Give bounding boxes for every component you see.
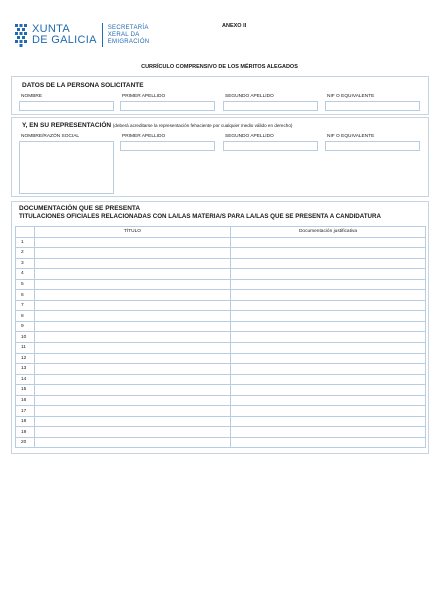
title-cell[interactable] <box>35 332 231 343</box>
representative-section-title <box>22 122 292 129</box>
title-cell[interactable] <box>35 237 231 248</box>
title-cell[interactable] <box>35 416 231 427</box>
row-number: 8 <box>16 311 35 322</box>
rep-second-surname-label: SEGUNDO APELLIDO <box>225 134 274 139</box>
table-row <box>16 385 426 396</box>
nif-field[interactable] <box>325 101 420 111</box>
titles-table <box>15 226 426 448</box>
number-column-header <box>16 227 35 238</box>
table-row <box>16 269 426 280</box>
table-row <box>16 416 426 427</box>
applicant-section-title: DATOS DE LA PERSONA SOLICITANTE <box>22 82 144 89</box>
table-row <box>16 332 426 343</box>
documentation-section <box>11 201 429 454</box>
table-row <box>16 321 426 332</box>
first-surname-label: PRIMER APELLIDO <box>122 94 166 99</box>
title-cell[interactable] <box>35 353 231 364</box>
row-number: 1 <box>16 237 35 248</box>
row-number: 16 <box>16 395 35 406</box>
row-number: 15 <box>16 385 35 396</box>
title-cell[interactable] <box>35 300 231 311</box>
table-row <box>16 374 426 385</box>
table-row <box>16 258 426 269</box>
table-header-row <box>16 227 426 238</box>
logo-line-1: XUNTA <box>32 23 70 35</box>
table-row <box>16 437 426 448</box>
supporting-docs-cell[interactable] <box>231 385 426 396</box>
row-number: 6 <box>16 290 35 301</box>
row-number: 12 <box>16 353 35 364</box>
supporting-docs-cell[interactable] <box>231 395 426 406</box>
title-cell[interactable] <box>35 343 231 354</box>
table-row <box>16 237 426 248</box>
table-row <box>16 343 426 354</box>
supporting-docs-cell[interactable] <box>231 311 426 322</box>
title-cell[interactable] <box>35 321 231 332</box>
table-row <box>16 300 426 311</box>
rep-first-surname-label: PRIMER APELLIDO <box>122 134 166 139</box>
representative-note: (deberá acreditarse la representación fehaciente por cualquier medio válido en derecho) <box>112 123 293 128</box>
table-row <box>16 395 426 406</box>
title-cell[interactable] <box>35 290 231 301</box>
row-number: 2 <box>16 248 35 259</box>
table-row <box>16 290 426 301</box>
row-number: 13 <box>16 364 35 375</box>
row-number: 5 <box>16 279 35 290</box>
title-cell[interactable] <box>35 395 231 406</box>
supporting-docs-cell[interactable] <box>231 437 426 448</box>
supporting-docs-cell[interactable] <box>231 332 426 343</box>
company-name-label: NOMBRE/RAZÓN SOCIAL <box>21 134 80 139</box>
logo-divider <box>102 23 103 47</box>
title-cell[interactable] <box>35 269 231 280</box>
representative-section <box>11 117 429 197</box>
first-name-label: NOMBRE <box>21 94 43 99</box>
supporting-docs-cell[interactable] <box>231 427 426 438</box>
supporting-docs-column-header: Documentación justificativa <box>231 227 426 238</box>
first-name-field[interactable] <box>19 101 114 111</box>
supporting-docs-cell[interactable] <box>231 279 426 290</box>
supporting-docs-cell[interactable] <box>231 300 426 311</box>
header <box>14 20 149 50</box>
rep-second-surname-field[interactable] <box>223 141 318 151</box>
row-number: 4 <box>16 269 35 280</box>
table-row <box>16 353 426 364</box>
title-cell[interactable] <box>35 427 231 438</box>
table-row <box>16 427 426 438</box>
table-row <box>16 311 426 322</box>
second-surname-field[interactable] <box>223 101 318 111</box>
supporting-docs-cell[interactable] <box>231 258 426 269</box>
xunta-logo-icon <box>14 23 28 47</box>
logo-line-2: DE GALICIA <box>32 34 97 46</box>
supporting-docs-cell[interactable] <box>231 290 426 301</box>
supporting-docs-cell[interactable] <box>231 269 426 280</box>
supporting-docs-cell[interactable] <box>231 406 426 417</box>
rep-nif-label: NIF O EQUIVALENTE <box>327 134 375 139</box>
logo-wordmark <box>32 24 97 46</box>
rep-nif-field[interactable] <box>325 141 420 151</box>
row-number: 10 <box>16 332 35 343</box>
second-surname-label: SEGUNDO APELLIDO <box>225 94 274 99</box>
title-cell[interactable] <box>35 364 231 375</box>
row-number: 11 <box>16 343 35 354</box>
applicant-section <box>11 76 429 115</box>
table-row <box>16 406 426 417</box>
rep-first-surname-field[interactable] <box>120 141 215 151</box>
supporting-docs-cell[interactable] <box>231 353 426 364</box>
supporting-docs-cell[interactable] <box>231 364 426 375</box>
table-row <box>16 248 426 259</box>
supporting-docs-cell[interactable] <box>231 321 426 332</box>
department-name <box>108 25 150 46</box>
row-number: 9 <box>16 321 35 332</box>
representative-title: Y, EN SU REPRESENTACIÓN <box>22 122 112 129</box>
document-title: CURRÍCULO COMPRENSIVO DE LOS MÉRITOS ALEGADOS <box>141 64 298 70</box>
title-cell[interactable] <box>35 279 231 290</box>
supporting-docs-cell[interactable] <box>231 416 426 427</box>
table-row <box>16 364 426 375</box>
row-number: 17 <box>16 406 35 417</box>
row-number: 18 <box>16 416 35 427</box>
supporting-docs-cell[interactable] <box>231 237 426 248</box>
title-cell[interactable] <box>35 437 231 448</box>
title-cell[interactable] <box>35 406 231 417</box>
annex-label: ANEXO II <box>222 23 247 29</box>
row-number: 3 <box>16 258 35 269</box>
title-cell[interactable] <box>35 374 231 385</box>
title-cell[interactable] <box>35 258 231 269</box>
dept-line: SECRETARÍA <box>107 24 149 31</box>
company-name-field[interactable] <box>19 141 114 194</box>
title-cell[interactable] <box>35 248 231 259</box>
supporting-docs-cell[interactable] <box>231 374 426 385</box>
first-surname-field[interactable] <box>120 101 215 111</box>
row-number: 14 <box>16 374 35 385</box>
row-number: 7 <box>16 300 35 311</box>
title-column-header: TÍTULO <box>35 227 231 238</box>
table-row <box>16 279 426 290</box>
title-cell[interactable] <box>35 385 231 396</box>
dept-line: EMIGRACIÓN <box>107 38 150 45</box>
supporting-docs-cell[interactable] <box>231 343 426 354</box>
nif-label: NIF O EQUIVALENTE <box>327 94 375 99</box>
dept-line: XERAL DA <box>107 31 140 38</box>
supporting-docs-cell[interactable] <box>231 248 426 259</box>
title-cell[interactable] <box>35 311 231 322</box>
documentation-section-title: DOCUMENTACIÓN QUE SE PRESENTA <box>19 205 141 212</box>
documentation-subtitle: TITULACIONES OFICIALES RELACIONADAS CON LA/LAS MATERIA/S PARA LA/LAS QUE SE PRESENTA A CANDIDATURA <box>19 213 381 220</box>
row-number: 19 <box>16 427 35 438</box>
row-number: 20 <box>16 437 35 448</box>
